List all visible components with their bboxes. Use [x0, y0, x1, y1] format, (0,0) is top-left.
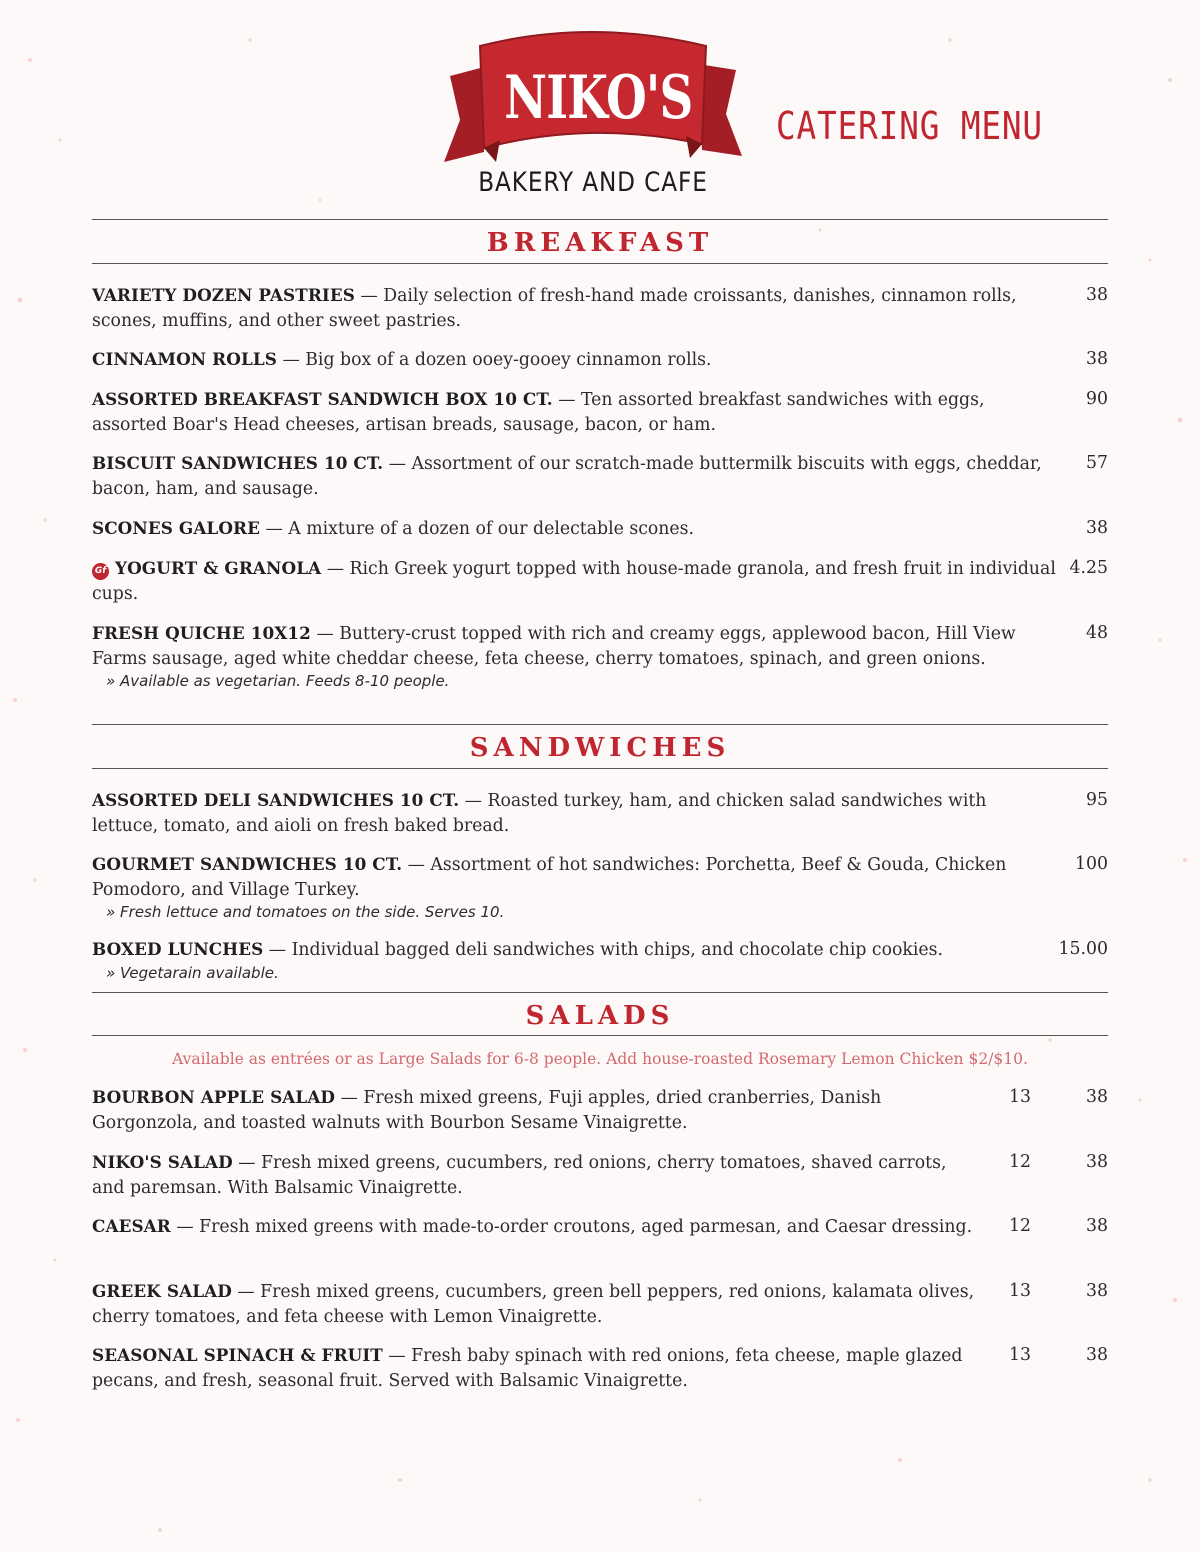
item-price-small: 13: [1009, 1281, 1031, 1301]
item-description: — Assortment of hot sandwiches: Porchetta, Beef & Gouda, Chicken Pomodoro, and Village Turkey.: [92, 855, 1007, 900]
section-note: Available as entrées or as Large Salads for 6-8 people. Add house-roasted Rosemary Lemon Chicken $2/$10.: [172, 1050, 1028, 1068]
logo-subtitle: BAKERY AND CAFE: [478, 167, 708, 198]
item-name: CAESAR: [92, 1216, 171, 1236]
item-price: 48: [1086, 623, 1108, 643]
item-name: CINNAMON ROLLS: [92, 349, 277, 369]
item-description: — Buttery-crust topped with rich and creamy eggs, applewood bacon, Hill View Farms sausage, aged white cheddar cheese, feta cheese, cherry tomatoes, spinach, and green onions.: [92, 624, 1016, 669]
section-title-breakfast: BREAKFAST: [486, 228, 714, 258]
item-name: GREEK SALAD: [92, 1281, 232, 1301]
menu-item: [92, 788, 1108, 838]
item-price-large: 38: [1086, 1281, 1108, 1301]
menu-item: [92, 1279, 1108, 1329]
section-title-salads: SALADS: [525, 1001, 675, 1031]
item-price-large: 38: [1086, 1216, 1108, 1236]
item-name: ASSORTED DELI SANDWICHES 10 CT.: [92, 790, 460, 810]
item-price-large: 38: [1086, 1152, 1108, 1172]
menu-item: [92, 1343, 1108, 1393]
item-note: » Fresh lettuce and tomatoes on the side. Serves 10.: [106, 903, 505, 921]
item-description: — Ten assorted breakfast sandwiches with eggs, assorted Boar's Head cheeses, artisan breads, sausage, bacon, or ham.: [92, 390, 985, 435]
item-note: » Vegetarain available.: [106, 963, 279, 982]
item-price: 95: [1086, 790, 1108, 810]
gluten-free-icon: Gf: [92, 563, 109, 580]
item-description: — Fresh mixed greens, Fuji apples, dried cranberries, Danish Gorgonzola, and toasted walnuts with Bourbon Sesame Vinaigrette.: [92, 1088, 882, 1133]
item-description: — Fresh mixed greens, cucumbers, green bell peppers, red onions, kalamata olives, cherry tomatoes, and feta cheese with Lemon Vinaigrette.: [92, 1282, 975, 1327]
item-description: — Fresh mixed greens with made-to-order croutons, aged parmesan, and Caesar dressing.: [170, 1217, 973, 1237]
item-price-large: 38: [1086, 1087, 1108, 1107]
menu-item: [92, 451, 1108, 501]
menu-item: [92, 937, 1108, 983]
item-name: YOGURT & GRANOLA: [115, 558, 322, 578]
section-divider: [92, 1035, 1108, 1036]
item-name: VARIETY DOZEN PASTRIES: [92, 285, 355, 305]
item-price-small: 12: [1009, 1216, 1031, 1236]
menu-item: [92, 852, 1108, 922]
item-name: SCONES GALORE: [92, 518, 260, 538]
menu-item: [92, 387, 1108, 437]
logo: [440, 24, 746, 198]
menu-item: [92, 1150, 1108, 1200]
logo-name: NIKO'S: [504, 63, 693, 133]
item-price: 38: [1086, 518, 1108, 538]
menu-item: [92, 556, 1108, 606]
item-name: BISCUIT SANDWICHES 10 CT.: [92, 453, 384, 473]
item-description: — A mixture of a dozen of our delectable scones.: [260, 519, 694, 539]
section-divider: [92, 724, 1108, 725]
item-name: FRESH QUICHE 10X12: [92, 623, 311, 643]
section-title-sandwiches: SANDWICHES: [469, 733, 731, 763]
item-name: BOXED LUNCHES: [92, 939, 264, 959]
menu-item: [92, 347, 1108, 373]
section-divider: [92, 263, 1108, 264]
item-price: 100: [1075, 854, 1108, 874]
menu-item: [92, 1214, 1108, 1240]
item-name: NIKO'S SALAD: [92, 1152, 233, 1172]
item-price-large: 38: [1086, 1345, 1108, 1365]
item-price: 38: [1086, 349, 1108, 369]
item-name: BOURBON APPLE SALAD: [92, 1087, 336, 1107]
item-name: SEASONAL SPINACH & FRUIT: [92, 1345, 383, 1365]
item-description: — Assortment of our scratch-made buttermilk biscuits with eggs, cheddar, bacon, ham, and sausage.: [92, 454, 1042, 499]
item-description: — Roasted turkey, ham, and chicken salad sandwiches with lettuce, tomato, and aioli on fresh baked bread.: [92, 791, 987, 836]
item-description: — Individual bagged deli sandwiches with chips, and chocolate chip cookies.: [263, 940, 944, 960]
item-price: 57: [1086, 453, 1108, 473]
item-price-small: 12: [1009, 1152, 1031, 1172]
item-price: 90: [1086, 389, 1108, 409]
menu-item: [92, 621, 1108, 691]
page-title: CATERING MENU: [776, 104, 1043, 148]
menu-item: [92, 283, 1108, 333]
item-price: 4.25: [1069, 558, 1108, 578]
item-description: — Fresh baby spinach with red onions, feta cheese, maple glazed pecans, and fresh, seasonal fruit. Served with Balsamic Vinaigrette.: [92, 1346, 963, 1391]
item-description: — Big box of a dozen ooey-gooey cinnamon rolls.: [276, 350, 712, 370]
menu-item: [92, 1085, 1108, 1135]
section-divider: [92, 992, 1108, 993]
section-divider: [92, 768, 1108, 769]
item-description: — Daily selection of fresh-hand made croissants, danishes, cinnamon rolls, scones, muffins, and other sweet pastries.: [92, 286, 1017, 331]
item-price-small: 13: [1009, 1345, 1031, 1365]
item-price-small: 13: [1009, 1087, 1031, 1107]
item-name: ASSORTED BREAKFAST SANDWICH BOX 10 CT.: [92, 389, 553, 409]
item-price: 15.00: [1058, 939, 1108, 959]
item-name: GOURMET SANDWICHES 10 CT.: [92, 854, 403, 874]
menu-item: [92, 516, 1108, 542]
item-description: — Rich Greek yogurt topped with house-made granola, and fresh fruit in individual cups.: [92, 559, 1056, 604]
item-price: 38: [1086, 285, 1108, 305]
item-description: — Fresh mixed greens, cucumbers, red onions, cherry tomatoes, shaved carrots, and paremsan. With Balsamic Vinaigrette.: [92, 1153, 947, 1198]
item-note: » Available as vegetarian. Feeds 8-10 people.: [106, 672, 450, 690]
section-divider: [92, 219, 1108, 220]
